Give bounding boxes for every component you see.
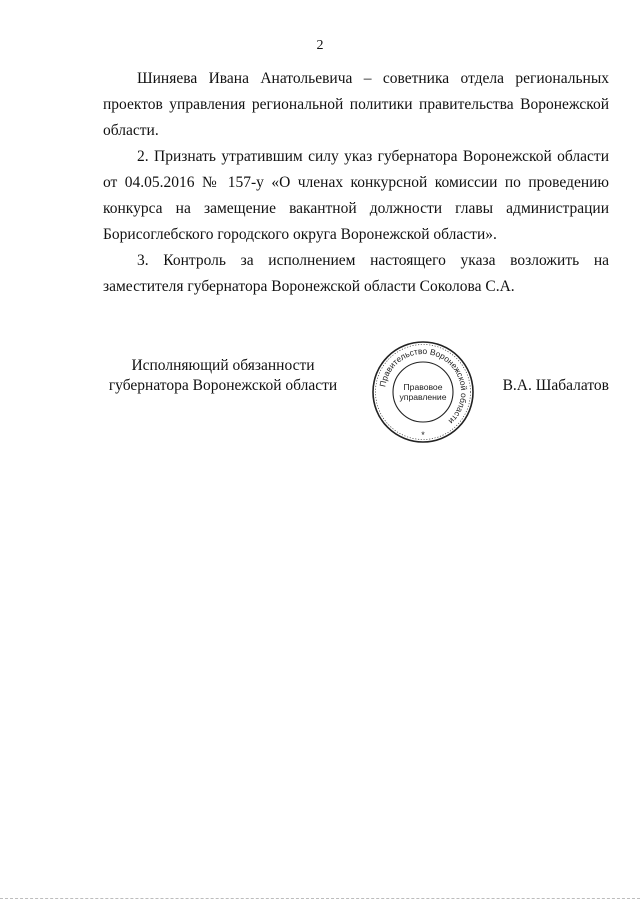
seal-center-line-1: Правовое <box>403 382 443 392</box>
official-seal <box>371 340 475 444</box>
signer-position-line-1: Исполняющий обязанности <box>131 357 315 374</box>
signer-name: В.А. Шабалатов <box>502 377 609 394</box>
seal-ring-text: Правительство Воронежской области <box>377 345 470 427</box>
document-body <box>103 66 609 300</box>
paragraph-3: 3. Контроль за исполнением настоящего указа возложить на заместителя губернатора Воронежской области Соколова С.А. <box>103 252 609 295</box>
signature-block <box>103 345 609 440</box>
paragraph-2: 2. Признать утратившим силу указ губернатора Воронежской области от 04.05.2016 № 157-у «О членах конкурсной комиссии по проведению конкурса на замещение вакантной должности главы администрации Борисоглебского городского округа Воронежской области». <box>103 148 609 243</box>
paragraph-1: Шиняева Ивана Анатольевича – советника отдела региональных проектов управления региональной политики правительства Воронежской области. <box>103 70 609 139</box>
seal-star: * <box>421 430 425 440</box>
page-bottom-rule <box>0 898 640 899</box>
signer-position <box>103 356 343 396</box>
signer-position-line-2: губернатора Воронежской области <box>108 377 338 394</box>
seal-center-line-2: управление <box>399 392 447 402</box>
page-number: 2 <box>316 38 324 53</box>
